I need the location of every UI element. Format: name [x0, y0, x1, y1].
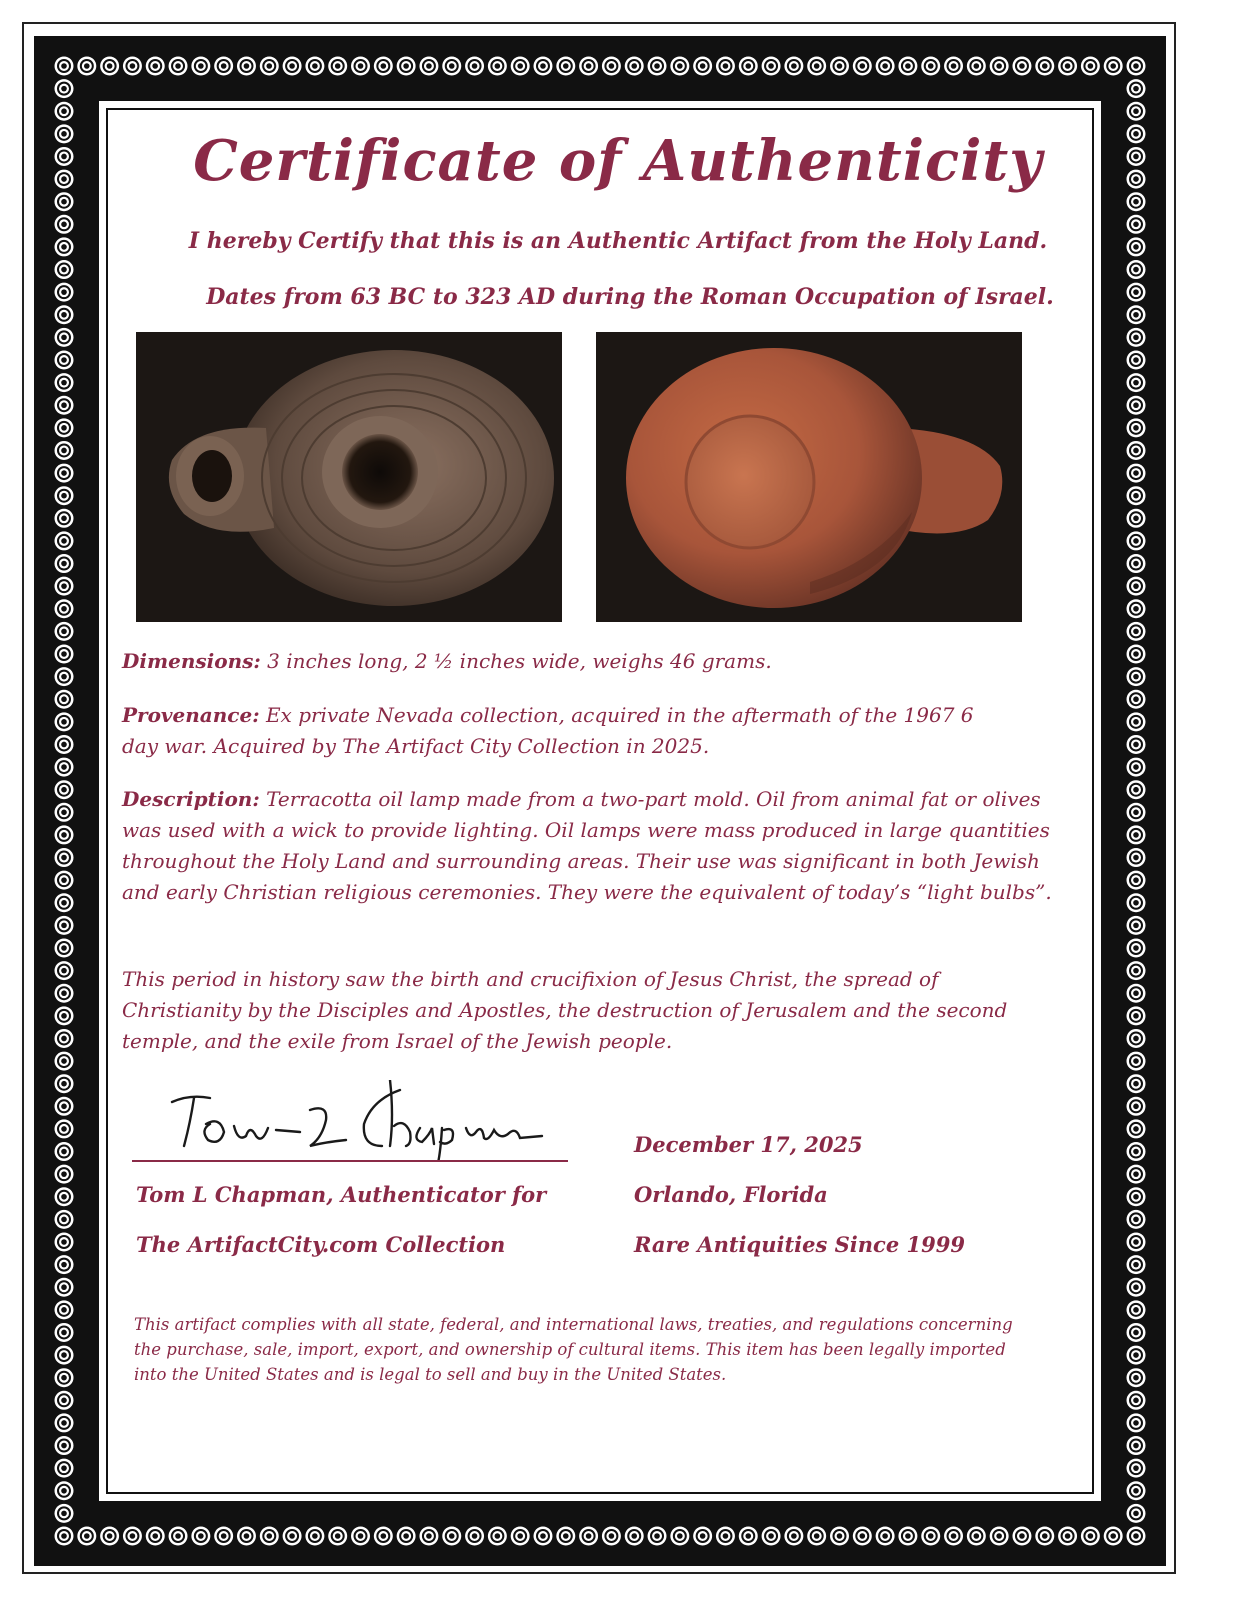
dimensions-label: Dimensions: — [122, 649, 261, 673]
authenticator-block — [136, 1170, 546, 1270]
description-paragraph — [122, 784, 1052, 908]
description-label: Description: — [122, 787, 260, 811]
provenance-paragraph — [122, 700, 1012, 762]
provenance-label: Provenance: — [122, 703, 260, 727]
history-paragraph: This period in history saw the birth and crucifixion of Jesus Christ, the spread of Christianity by the Disciples and Apostles, the destruction of Jerusalem and the second temple, and the exile from Israel of the Jewish people. — [122, 967, 1008, 1053]
certificate-location: Orlando, Florida — [634, 1182, 828, 1207]
provenance-text: Ex private Nevada collection, acquired in the aftermath of the 1967 6 day war. Acquired by The Artifact City Collection in 2025. — [122, 703, 974, 758]
description-text: Terracotta oil lamp made from a two-part mold. Oil from animal fat or olives was used with a wick to provide lighting. Oil lamps were mass produced in large quantities throughout the Holy Land and surrounding areas. Their use was significant in both Jewish and early Christian religious ceremonies. They were the equivalent of today’s “light bulbs”. — [122, 787, 1052, 904]
oil-lamp-top-view-icon — [136, 332, 562, 622]
authenticator-org: The ArtifactCity.com Collection — [136, 1232, 506, 1257]
lamp-bottom-photo — [596, 332, 1022, 622]
date-location-block — [634, 1120, 965, 1270]
intro-line-2: Dates from 63 BC to 323 AD during the Roman Occupation of Israel. — [206, 284, 1054, 310]
oil-lamp-bottom-view-icon — [596, 332, 1022, 622]
intro-line-1: I hereby Certify that this is an Authentic Artifact from the Holy Land. — [188, 228, 1048, 254]
signature-line — [132, 1160, 568, 1162]
certificate-title: Certificate of Authenticity — [193, 128, 1043, 194]
dimensions-paragraph — [122, 646, 1042, 677]
certificate-date: December 17, 2025 — [634, 1132, 863, 1157]
legal-notice: This artifact complies with all state, federal, and international laws, treaties, and regulations concerning the purchase, sale, import, export, and ownership of cultural items. This item has been legally imported into the United States and is legal to sell and buy in the United States. — [134, 1315, 1013, 1384]
dimensions-text: 3 inches long, 2 ½ inches wide, weighs 46 grams. — [267, 649, 772, 673]
lamp-top-photo — [136, 332, 562, 622]
company-tagline: Rare Antiquities Since 1999 — [634, 1232, 965, 1257]
authenticator-name: Tom L Chapman, Authenticator for — [136, 1182, 547, 1207]
signature-image — [150, 1080, 570, 1160]
